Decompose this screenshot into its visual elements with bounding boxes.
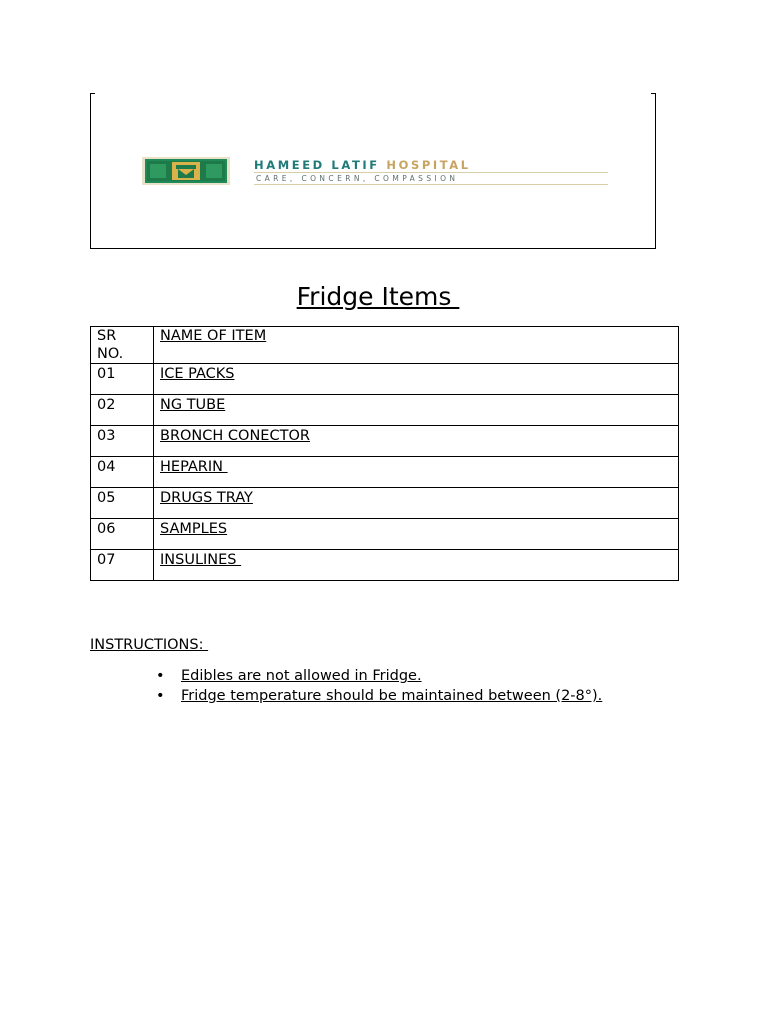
sr-no-cell: 05 xyxy=(91,488,154,519)
sr-no-cell: 06 xyxy=(91,519,154,550)
column-header-sr-no: SR NO. xyxy=(91,327,154,364)
hospital-tagline: CARE, CONCERN, COMPASSION xyxy=(254,172,608,185)
fridge-items-table xyxy=(90,326,679,581)
item-name-cell xyxy=(154,550,679,581)
hospital-logo-icon xyxy=(142,157,230,185)
bullet-icon: • xyxy=(156,688,165,704)
instructions-list xyxy=(156,666,602,706)
table-row xyxy=(91,519,679,550)
sr-no-cell: 02 xyxy=(91,395,154,426)
item-name-cell xyxy=(154,457,679,488)
item-name-cell xyxy=(154,364,679,395)
instruction-item xyxy=(156,666,602,686)
instructions-label: INSTRUCTIONS: xyxy=(90,637,209,653)
table-row xyxy=(91,457,679,488)
header-box-corner-left xyxy=(90,93,95,94)
table-row xyxy=(91,550,679,581)
hospital-logo xyxy=(142,157,618,187)
column-header-name-of-item: NAME OF ITEM xyxy=(154,327,679,364)
item-name-cell xyxy=(154,426,679,457)
item-name: BRONCH CONECTOR xyxy=(160,428,310,444)
instruction-item xyxy=(156,686,602,706)
item-name-cell xyxy=(154,488,679,519)
hospital-name: HAMEED LATIF HOSPITAL xyxy=(254,158,471,172)
page-title: Fridge Items xyxy=(296,282,460,311)
sr-no-cell: 03 xyxy=(91,426,154,457)
table-row xyxy=(91,488,679,519)
item-name: NG TUBE xyxy=(160,397,226,413)
sr-no-cell: 04 xyxy=(91,457,154,488)
item-name: SAMPLES xyxy=(160,521,228,537)
instruction-text: Fridge temperature should be maintained between (2-8°). xyxy=(181,688,603,704)
instruction-text: Edibles are not allowed in Fridge. xyxy=(181,668,422,684)
item-name-cell xyxy=(154,395,679,426)
item-name: HEPARIN xyxy=(160,459,228,475)
item-name: INSULINES xyxy=(160,552,242,568)
table-header-row xyxy=(91,327,679,364)
table-row xyxy=(91,364,679,395)
item-name: DRUGS TRAY xyxy=(160,490,253,506)
table-row xyxy=(91,426,679,457)
table-row xyxy=(91,395,679,426)
item-name: ICE PACKS xyxy=(160,366,235,382)
item-name-cell xyxy=(154,519,679,550)
header-box-corner-right xyxy=(651,93,656,94)
sr-no-cell: 07 xyxy=(91,550,154,581)
bullet-icon: • xyxy=(156,668,165,684)
sr-no-cell: 01 xyxy=(91,364,154,395)
